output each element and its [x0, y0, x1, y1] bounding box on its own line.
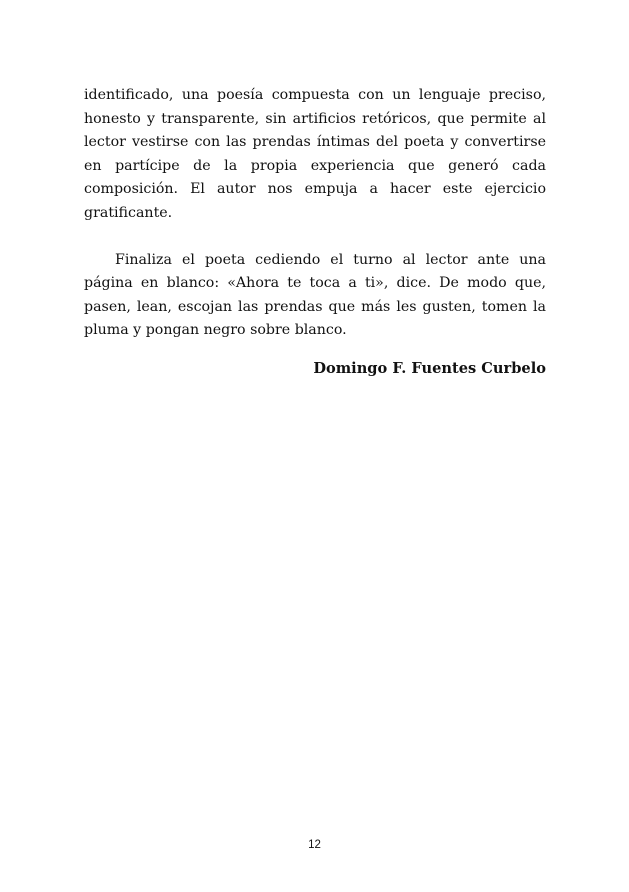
page-number: 12 [308, 839, 321, 851]
page-body [84, 84, 546, 380]
author-signature: Domingo F. Fuentes Curbelo [313, 359, 546, 377]
paragraph-closing: Finaliza el poeta cediendo el turno al lector ante una página en blanco: «Ahora te toca a ti», dice. De modo que, pasen, lean, escojan las prendas que más les gusten, tomen la pluma y pongan negro sobre blanco. [84, 251, 546, 338]
paragraph-continued: identificado, una poesía compuesta con un lenguaje preciso, honesto y transparente, sin artificios retóricos, que permite al lector vestirse con las prendas íntimas del poeta y convertirse en partícipe de la propia experiencia que generó cada composición. El autor nos empuja a hacer este ejercicio gratificante. [84, 87, 546, 221]
